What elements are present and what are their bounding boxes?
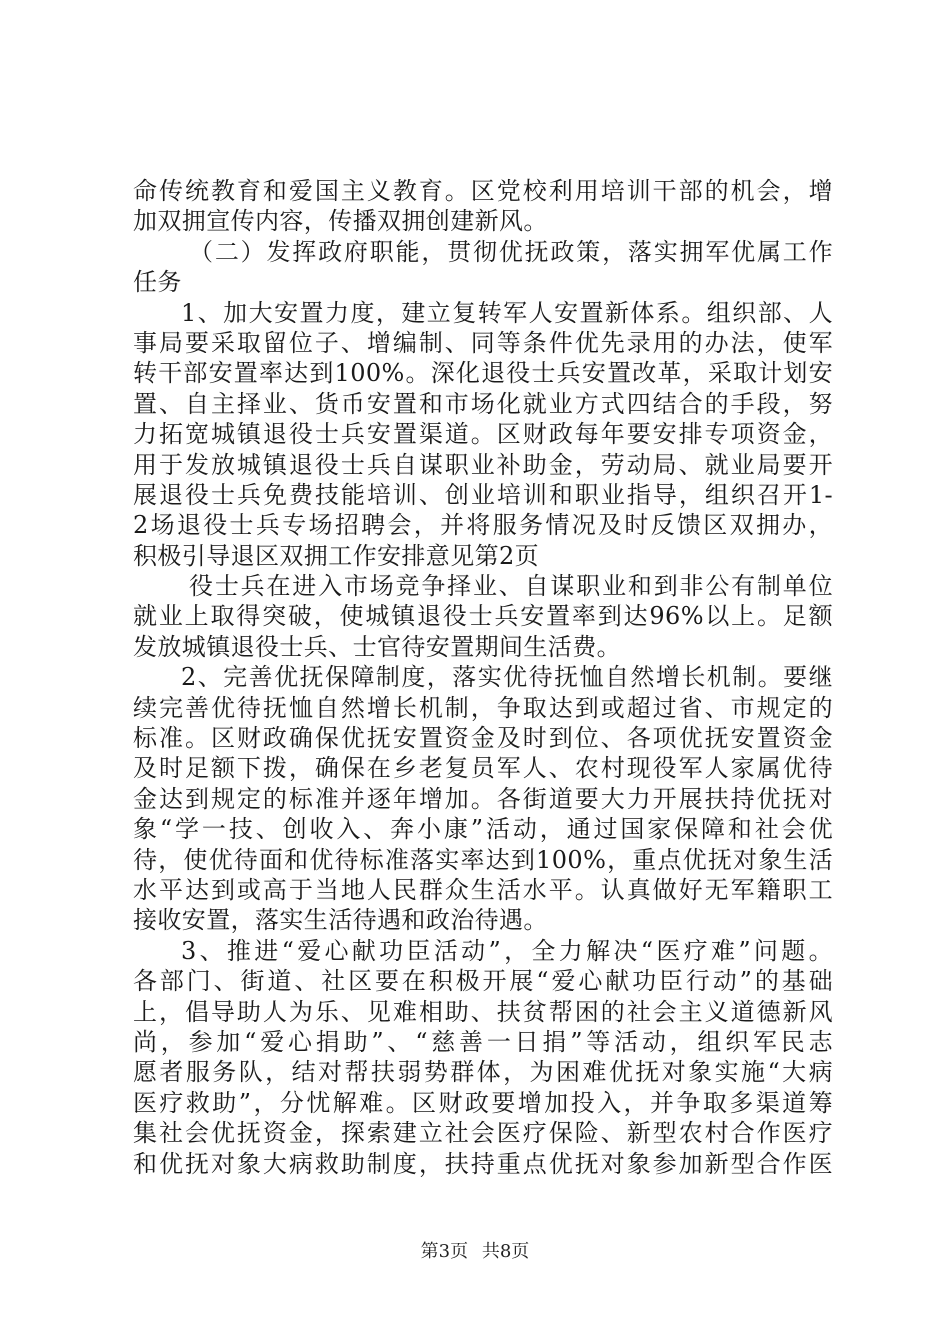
text-line: 各部门、街道、社区要在积极开展“爱心献功臣行动”的基础 (133, 967, 833, 996)
text-line: 力拓宽城镇退役士兵安置渠道。区财政每年要安排专项资金， (133, 420, 833, 449)
page-number: 第3页 (420, 1241, 469, 1262)
text-line: 金达到规定的标准并逐年增加。各街道要大力开展扶持优抚对 (133, 784, 833, 813)
text-line: 集社会优抚资金，探索建立社会医疗保险、新型农村合作医疗 (133, 1119, 833, 1148)
text-line: 上，倡导助人为乐、见难相助、扶贫帮困的社会主义道德新风 (133, 997, 833, 1026)
text-line: 加双拥宣传内容，传播双拥创建新风。 (133, 207, 548, 236)
text-line: 水平达到或高于当地人民群众生活水平。认真做好无军籍职工 (133, 875, 833, 904)
text-line: 尚，参加“爱心捐助”、“慈善一日捐”等活动，组织军民志 (133, 1027, 833, 1056)
page-total: 共8页 (481, 1241, 530, 1262)
text-line: 置、自主择业、货币安置和市场化就业方式四结合的手段，努 (133, 389, 833, 418)
text-line: （二）发挥政府职能，贯彻优抚政策，落实拥军优属工作 (189, 237, 833, 266)
text-line: 任务 (133, 268, 182, 297)
text-line: 2场退役士兵专场招聘会，并将服务情况及时反馈区双拥办， (133, 511, 833, 540)
text-line: 接收安置，落实生活待遇和政治待遇。 (133, 906, 548, 935)
text-line: 事局要采取留位子、增编制、同等条件优先录用的办法，使军 (133, 328, 833, 357)
text-line: 役士兵在进入市场竞争择业、自谋职业和到非公有制单位 (189, 572, 833, 601)
body-text (133, 176, 833, 1179)
text-line: 2、完善优抚保障制度，落实优待抚恤自然增长机制。要继 (181, 663, 833, 692)
page-footer (0, 1240, 950, 1264)
text-line: 待，使优待面和优待标准落实率达到100%，重点优抚对象生活 (133, 845, 833, 874)
text-line: 发放城镇退役士兵、士官待安置期间生活费。 (133, 632, 621, 661)
text-line: 1、加大安置力度，建立复转军人安置新体系。组织部、人 (181, 298, 833, 327)
text-line: 3、推进“爱心献功臣活动”，全力解决“医疗难”问题。 (181, 936, 833, 965)
text-line: 及时足额下拨，确保在乡老复员军人、农村现役军人家属优待 (133, 754, 833, 783)
text-line: 转干部安置率达到100%。深化退役士兵安置改革，采取计划安 (133, 359, 833, 388)
text-line: 续完善优待抚恤自然增长机制，争取达到或超过省、市规定的 (133, 693, 833, 722)
text-line: 象“学一技、创收入、奔小康”活动，通过国家保障和社会优 (133, 815, 833, 844)
text-line: 展退役士兵免费技能培训、创业培训和职业指导，组织召开1- (133, 480, 833, 509)
text-line: 和优抚对象大病救助制度，扶持重点优抚对象参加新型合作医 (133, 1149, 833, 1178)
text-line: 用于发放城镇退役士兵自谋职业补助金，劳动局、就业局要开 (133, 450, 833, 479)
text-line: 命传统教育和爱国主义教育。区党校利用培训干部的机会，增 (133, 177, 833, 205)
text-line: 医疗救助”，分忧解难。区财政要增加投入，并争取多渠道筹 (133, 1088, 833, 1117)
text-line: 愿者服务队，结对帮扶弱势群体，为困难优抚对象实施“大病 (133, 1058, 833, 1087)
text-line: 就业上取得突破，使城镇退役士兵安置率到达96%以上。足额 (133, 602, 833, 631)
text-line: 标准。区财政确保优抚安置资金及时到位、各项优抚安置资金 (133, 724, 833, 753)
text-line: 积极引导退区双拥工作安排意见第2页 (133, 541, 540, 570)
